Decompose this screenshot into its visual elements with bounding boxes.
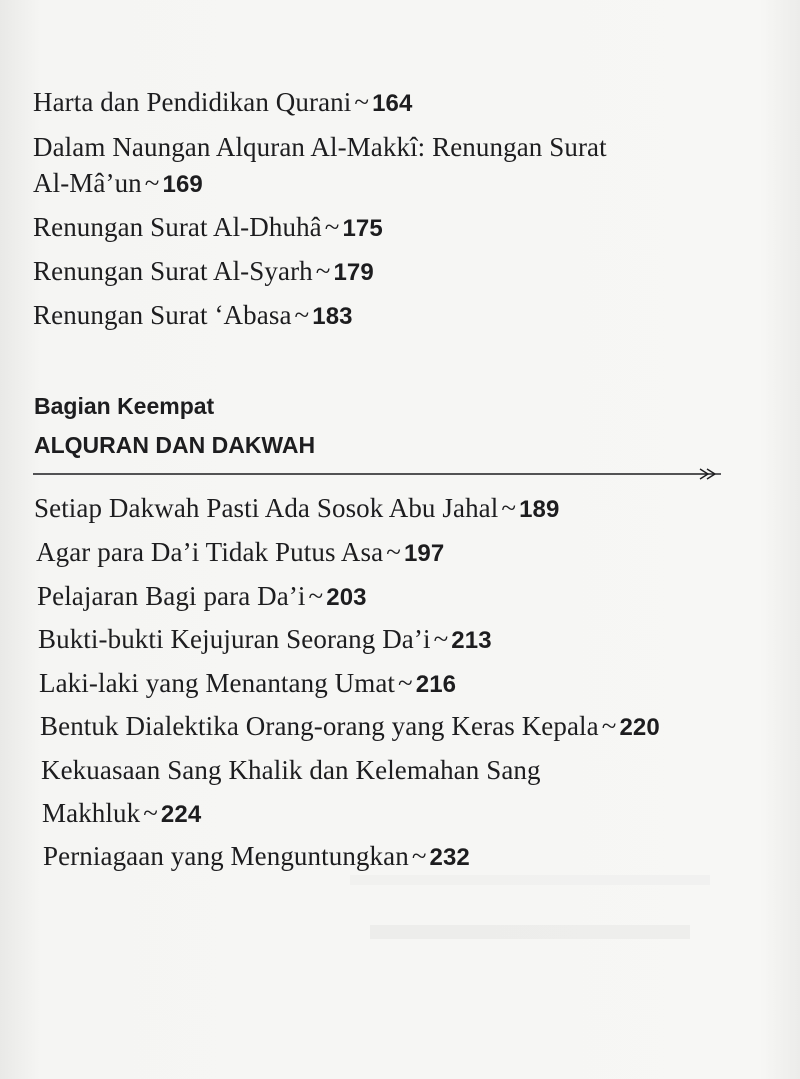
toc-entry-continuation — [33, 165, 203, 203]
entry-title: Setiap Dakwah Pasti Ada Sosok Abu Jahal — [34, 493, 499, 523]
entry-page-number: 179 — [333, 259, 374, 286]
toc-entry — [33, 129, 607, 165]
entry-title: Al-Mâ’un — [33, 168, 142, 198]
section-divider-arrow — [33, 467, 723, 481]
toc-entry — [43, 838, 470, 876]
entry-separator: ~ — [433, 624, 449, 654]
toc-entry — [33, 297, 353, 335]
toc-entry — [33, 209, 383, 247]
entry-title: Harta dan Pendidikan Qurani — [33, 87, 352, 117]
entry-page-number: 213 — [451, 627, 492, 654]
entry-title: Bukti-bukti Kejujuran Seorang Da’i — [38, 624, 431, 654]
entry-separator: ~ — [294, 300, 310, 330]
entry-title: Agar para Da’i Tidak Putus Asa — [36, 537, 384, 567]
entry-page-number: 224 — [160, 801, 202, 828]
entry-page-number: 203 — [326, 584, 367, 611]
toc-entry — [38, 621, 492, 659]
entry-separator: ~ — [315, 256, 331, 286]
entry-title: Perniagaan yang Menguntungkan — [43, 841, 409, 871]
toc-entry — [39, 665, 456, 703]
entry-page-number: 220 — [619, 714, 660, 741]
entry-title: Kekuasaan Sang Khalik dan Kelemahan Sang — [41, 755, 541, 785]
entry-separator: ~ — [411, 841, 427, 871]
entry-title: Bentuk Dialektika Orang-orang yang Keras Kepala — [40, 711, 599, 741]
part-title: ALQURAN DAN DAKWAH — [34, 432, 316, 458]
toc-entry — [41, 752, 541, 788]
entry-title: Makhluk — [42, 798, 141, 828]
entry-separator: ~ — [324, 212, 340, 242]
entry-title: Renungan Surat Al-Dhuhâ — [33, 212, 322, 242]
toc-entry — [36, 534, 444, 572]
entry-page-number: 189 — [519, 496, 560, 523]
entry-title: Renungan Surat Al-Syarh — [33, 256, 313, 286]
entry-page-number: 216 — [415, 671, 457, 698]
entry-page-number: 164 — [372, 90, 413, 117]
toc-entry — [33, 253, 374, 291]
entry-separator: ~ — [143, 798, 158, 828]
entry-page-number: 232 — [429, 844, 470, 871]
entry-separator: ~ — [144, 168, 160, 198]
entry-separator: ~ — [386, 537, 401, 567]
toc-entry — [37, 578, 367, 616]
toc-entry — [40, 708, 660, 746]
entry-separator: ~ — [601, 711, 617, 741]
entry-title: Pelajaran Bagi para Da’i — [37, 581, 306, 611]
entry-separator: ~ — [501, 493, 517, 523]
entry-separator: ~ — [398, 668, 413, 698]
entry-separator: ~ — [308, 581, 324, 611]
toc-entry — [33, 84, 412, 122]
entry-title: Dalam Naungan Alquran Al-Makkî: Renungan Surat — [33, 132, 607, 162]
entry-page-number: 169 — [162, 171, 203, 198]
entry-separator: ~ — [354, 87, 370, 117]
part-label: Bagian Keempat — [34, 393, 215, 419]
toc-entry-continuation — [42, 795, 201, 833]
toc-entry — [34, 490, 559, 528]
entry-title: Renungan Surat ‘Abasa — [33, 300, 292, 330]
entry-title: Laki-laki yang Menantang Umat — [39, 668, 396, 698]
entry-page-number: 183 — [312, 303, 353, 330]
entry-page-number: 197 — [403, 540, 445, 567]
entry-page-number: 175 — [342, 215, 383, 242]
